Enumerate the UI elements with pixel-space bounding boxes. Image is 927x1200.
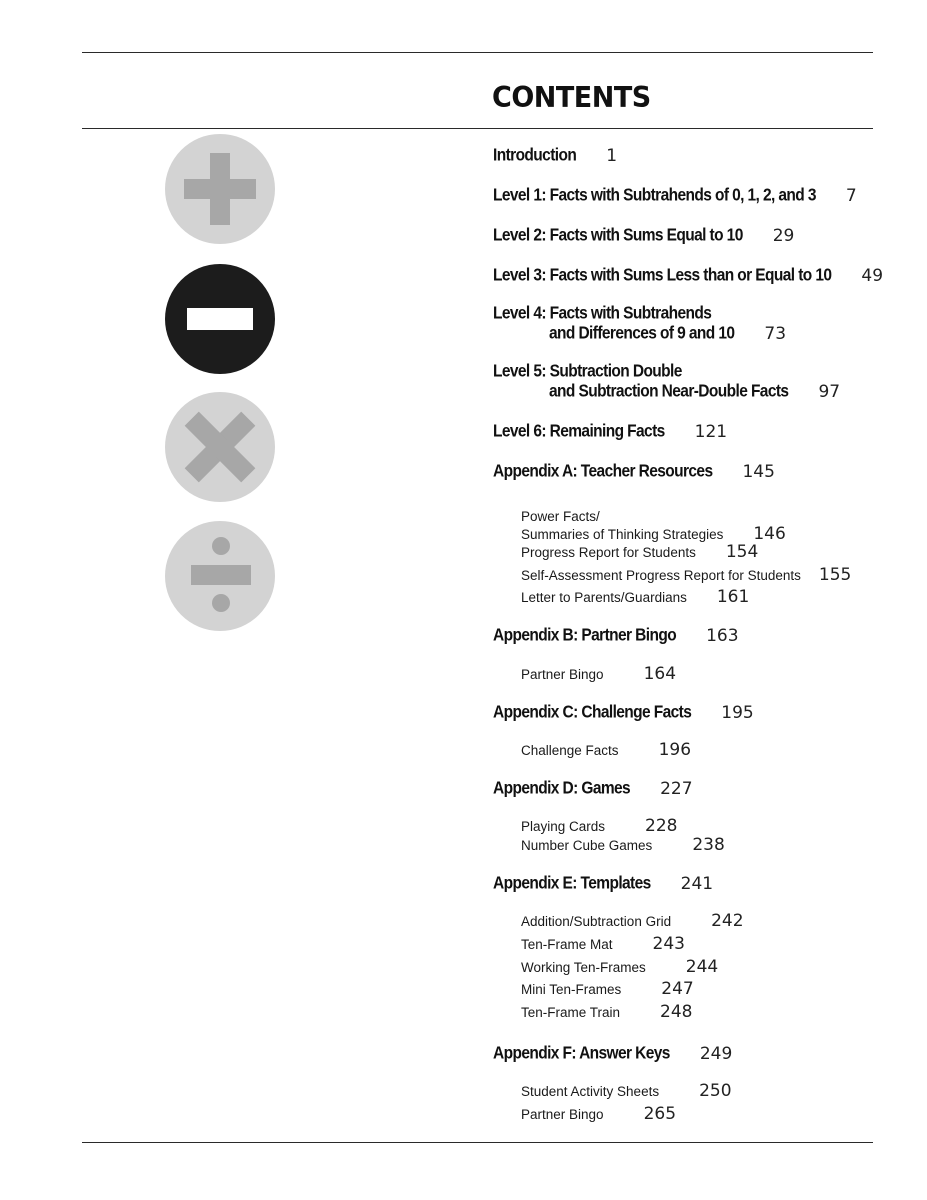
toc-page-number: 146	[753, 524, 786, 544]
toc-entry-label: Appendix D: Games	[493, 778, 631, 798]
title-rule	[82, 128, 873, 129]
toc-entry-appendix-b[interactable]	[493, 626, 739, 646]
toc-page-number: 227	[660, 779, 693, 799]
toc-entry-label: Level 3: Facts with Sums Less than or Equal to 10	[493, 265, 832, 285]
toc-subentry[interactable]	[521, 911, 744, 931]
toc-entry-appendix-e[interactable]	[493, 874, 713, 894]
toc-subentry-label: Partner Bingo	[521, 667, 604, 682]
toc-page-number: 145	[742, 462, 775, 482]
toc-subentry-label: Progress Report for Students	[521, 545, 696, 560]
toc-page-number: 163	[706, 626, 739, 646]
toc-subentry-label: Mini Ten-Frames	[521, 982, 622, 997]
toc-subentry-label: Self-Assessment Progress Report for Students	[521, 568, 801, 583]
toc-subentry-label: Challenge Facts	[521, 743, 619, 758]
toc-page-number: 155	[818, 565, 852, 585]
toc-subentry-label: Student Activity Sheets	[521, 1084, 660, 1099]
toc-subentry[interactable]	[521, 1081, 732, 1101]
toc-entry-label: Appendix E: Templates	[493, 873, 651, 893]
toc-page-number: 195	[721, 703, 754, 723]
toc-page-number: 161	[716, 587, 750, 607]
toc-entry-appendix-f[interactable]	[493, 1044, 732, 1064]
divide-icon	[164, 520, 276, 632]
page-title: CONTENTS	[492, 82, 651, 115]
toc-subentry[interactable]	[521, 542, 758, 562]
toc-entry-label: Level 2: Facts with Sums Equal to 10	[493, 225, 743, 245]
toc-entry-label: Appendix C: Challenge Facts	[493, 702, 692, 722]
plus-icon	[164, 133, 276, 245]
toc-subentry[interactable]	[521, 816, 678, 836]
toc-page-number: 196	[658, 740, 692, 760]
toc-entry-label: Appendix B: Partner Bingo	[493, 625, 677, 645]
toc-entry-label: Level 4: Facts with Subtrahends	[493, 303, 712, 323]
toc-subentry[interactable]	[521, 509, 786, 544]
toc-subentry-label: Playing Cards	[521, 819, 606, 834]
toc-subentry-label: Letter to Parents/Guardians	[521, 590, 687, 605]
toc-entry-level-3[interactable]	[493, 266, 883, 286]
toc-entry-appendix-c[interactable]	[493, 703, 754, 723]
toc-subentry-label: Working Ten-Frames	[521, 960, 646, 975]
toc-entry-appendix-d[interactable]	[493, 779, 693, 799]
toc-page-number: 241	[680, 874, 714, 894]
toc-page-number: 238	[692, 835, 725, 855]
toc-page-number: 154	[725, 542, 759, 562]
toc-page-number: 29	[772, 226, 795, 246]
toc-page-number: 164	[643, 664, 677, 684]
toc-page-number: 121	[694, 422, 728, 442]
toc-entry-level-5[interactable]	[493, 361, 841, 402]
toc-entry-label: Appendix A: Teacher Resources	[493, 461, 713, 481]
toc-subentry-label: Ten-Frame Train	[521, 1005, 621, 1020]
toc-subentry[interactable]	[521, 664, 676, 684]
toc-entry-label-continued: and Subtraction Near-Double Facts	[549, 381, 789, 401]
toc-page-number: 247	[661, 979, 694, 999]
toc-subentry[interactable]	[521, 835, 725, 855]
times-icon	[164, 391, 276, 503]
toc-subentry[interactable]	[521, 740, 691, 760]
toc-subentry[interactable]	[521, 957, 718, 977]
toc-entry-label: Level 6: Remaining Facts	[493, 421, 665, 441]
toc-entry-label: Appendix F: Answer Keys	[493, 1043, 670, 1063]
toc-page-number: 1	[606, 146, 618, 166]
toc-page-number: 49	[861, 266, 884, 286]
toc-subentry[interactable]	[521, 979, 694, 999]
top-rule	[82, 52, 873, 53]
toc-page-number: 7	[845, 186, 857, 206]
toc-page-number: 265	[643, 1104, 677, 1124]
toc-page-number: 249	[699, 1044, 733, 1064]
toc-entry-level-1[interactable]	[493, 186, 857, 206]
toc-page-number: 248	[660, 1002, 693, 1022]
toc-subentry-label: Partner Bingo	[521, 1107, 604, 1122]
toc-subentry[interactable]	[521, 565, 851, 585]
toc-page-number: 243	[652, 934, 685, 954]
toc-page-number: 73	[764, 324, 787, 344]
toc-entry-level-4[interactable]	[493, 303, 787, 344]
toc-entry-label: Introduction	[493, 145, 577, 165]
toc-entry-level-2[interactable]	[493, 226, 794, 246]
toc-entry-appendix-a[interactable]	[493, 462, 775, 482]
toc-subentry-label: Power Facts/	[521, 509, 600, 524]
toc-subentry-label: Ten-Frame Mat	[521, 937, 613, 952]
bottom-rule	[82, 1142, 873, 1143]
toc-page-number: 244	[685, 957, 719, 977]
toc-page-number: 242	[711, 911, 744, 931]
toc-subentry[interactable]	[521, 587, 749, 607]
toc-entry-level-6[interactable]	[493, 422, 727, 442]
toc-subentry[interactable]	[521, 934, 685, 954]
toc-subentry[interactable]	[521, 1104, 676, 1124]
toc-entry-label: Level 5: Subtraction Double	[493, 361, 682, 381]
toc-entry-introduction[interactable]	[493, 146, 617, 166]
toc-page-number: 250	[699, 1081, 732, 1101]
toc-entry-label-continued: and Differences of 9 and 10	[549, 323, 735, 343]
toc-page-number: 97	[818, 382, 841, 402]
toc-page-number: 228	[645, 816, 678, 836]
toc-subentry-label-continued: Summaries of Thinking Strategies	[521, 527, 724, 542]
minus-icon	[164, 263, 276, 375]
toc-subentry[interactable]	[521, 1002, 692, 1022]
toc-subentry-label: Addition/Subtraction Grid	[521, 914, 672, 929]
toc-entry-label: Level 1: Facts with Subtrahends of 0, 1, 2, and 3	[493, 185, 816, 205]
toc-subentry-label: Number Cube Games	[521, 838, 653, 853]
